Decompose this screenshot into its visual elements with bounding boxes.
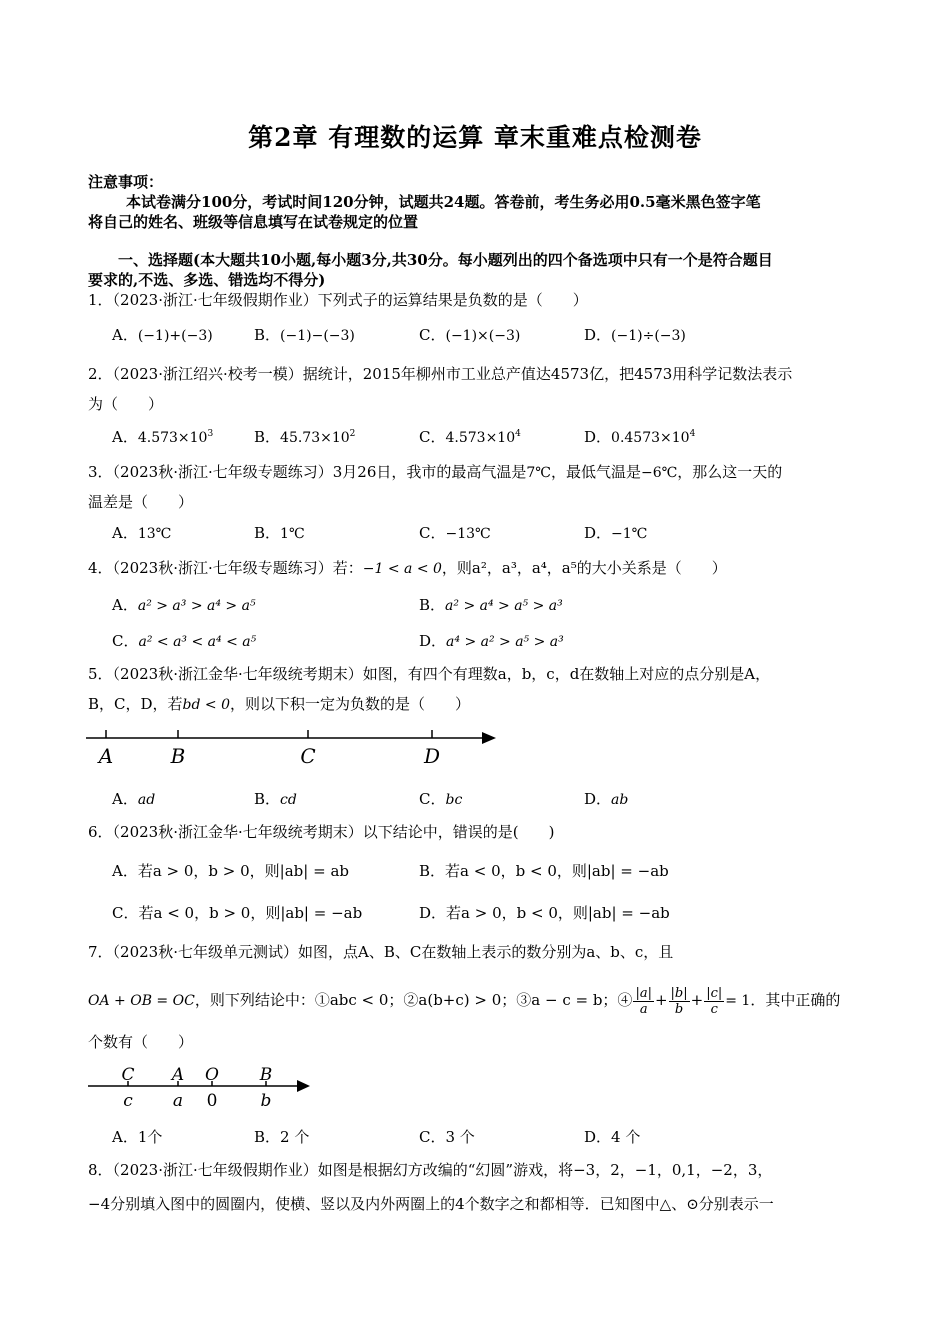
q6-option-b[interactable]: B．若a < 0，b < 0，则|ab| = −ab xyxy=(419,862,669,880)
q5-label-c: C xyxy=(300,744,316,768)
question-1-options xyxy=(112,324,872,352)
question-3-options xyxy=(112,522,872,550)
q7-number-line xyxy=(86,1062,318,1112)
question-8-stem-2: −4分别填入图中的圆圈内，使横、竖以及内外两圈上的4个数字之和都相等．已知图中△、⊙分别表示一 xyxy=(88,1195,774,1213)
question-3-stem-2: 温差是（ ） xyxy=(88,493,194,511)
section-heading-line-1: 一、选择题(本大题共10小题,每小题3分,共30分。每小题列出的四个备选项中只有一个是符合题目 xyxy=(118,251,773,269)
question-8-stem-1: 8．（2023·浙江·七年级假期作业）如图是根据幻方改编的“幻圆”游戏，将−3，2，−1，0,1，−2，3， xyxy=(88,1161,773,1179)
question-1-stem: 1．（2023·浙江·七年级假期作业）下列式子的运算结果是负数的是（ ） xyxy=(88,291,588,309)
question-6-options-row-1 xyxy=(112,860,872,888)
question-7-stem-1: 7．（2023秋·七年级单元测试）如图，点A、B、C在数轴上表示的数分别为a、b、c，且 xyxy=(88,943,674,961)
q7-bottom-label-b: b xyxy=(260,1091,272,1111)
q7-option-a[interactable]: A．1个 xyxy=(112,1128,163,1146)
q5-label-b: B xyxy=(170,744,186,768)
q1-option-d[interactable]: D．(−1)÷(−3) xyxy=(584,326,686,344)
notice-line-1: 本试卷满分100分，考试时间120分钟，试题共24题。答卷前，考生务必用0.5毫米黑色签字笔 xyxy=(126,193,761,211)
q2-option-c[interactable]: C．$4.573\times 10^4$ xyxy=(419,428,521,446)
q7-bottom-label-c: c xyxy=(123,1091,133,1111)
q7-frac-b: $\frac{|b|}{b}$ xyxy=(670,985,688,1017)
q2-option-a[interactable]: A．$4.573\times 10^3$ xyxy=(112,428,214,446)
q1-option-c[interactable]: C．(−1)×(−3) xyxy=(419,326,521,344)
q7-frac-a: $\frac{|a|}{a}$ xyxy=(635,985,652,1017)
q4-option-d[interactable]: D．a⁴ > a² > a⁵ > a³ xyxy=(419,632,564,650)
q1-option-b[interactable]: B．(−1)−(−3) xyxy=(254,326,355,344)
question-6-stem: 6．（2023秋·浙江金华·七年级统考期末）以下结论中，错误的是( ) xyxy=(88,823,555,841)
q7-bottom-label-0: 0 xyxy=(206,1091,218,1111)
q7-frac-c: $\frac{|c|}{c}$ xyxy=(706,985,723,1017)
question-2-stem-1: 2．（2023·浙江绍兴·校考一模）据统计，2015年柳州市工业总产值达4573亿，把4573用科学记数法表示 xyxy=(88,365,793,383)
q4-option-b[interactable]: B．a² > a⁴ > a⁵ > a³ xyxy=(419,596,563,614)
q1-option-a[interactable]: A．(−1)+(−3) xyxy=(112,326,213,344)
question-4-options-row-1 xyxy=(112,594,872,622)
q6-option-a[interactable]: A．若a > 0，b > 0，则|ab| = ab xyxy=(112,862,349,880)
notice-heading: 注意事项： xyxy=(88,173,164,191)
q5-option-a[interactable]: A．ad xyxy=(112,790,156,808)
notice-line-2: 将自己的姓名、班级等信息填写在试卷规定的位置 xyxy=(88,213,419,231)
q3-option-c[interactable]: C．−13℃ xyxy=(419,524,491,542)
q4-option-a[interactable]: A．a² > a³ > a⁴ > a⁵ xyxy=(112,596,256,614)
q6-option-c[interactable]: C．若a < 0，b > 0，则|ab| = −ab xyxy=(112,904,363,922)
q7-option-c[interactable]: C．3 个 xyxy=(419,1128,475,1146)
q2-option-b[interactable]: B．$45.73\times 10^2$ xyxy=(254,428,356,446)
q7-option-b[interactable]: B．2 个 xyxy=(254,1128,310,1146)
q5-option-b[interactable]: B．cd xyxy=(254,790,297,808)
q7-top-label-o: O xyxy=(205,1065,219,1085)
q7-top-label-b: B xyxy=(259,1065,273,1085)
q2-option-d[interactable]: D．$0.4573\times 10^4$ xyxy=(584,428,696,446)
question-2-options xyxy=(112,426,872,454)
q7-bottom-label-a: a xyxy=(172,1091,184,1111)
q3-option-b[interactable]: B．1℃ xyxy=(254,524,305,542)
q5-option-c[interactable]: C．bc xyxy=(419,790,463,808)
question-4-options-row-2 xyxy=(112,630,872,658)
q7-top-label-c: C xyxy=(121,1065,135,1085)
q4-option-c[interactable]: C．a² < a³ < a⁴ < a⁵ xyxy=(112,632,257,650)
question-7-stem-2: OA + OB = OC，则下列结论中：①abc < 0；②a(b+c) > 0；③a − c = b；④ $\frac{|a|}{a}$ + $\frac{|b|}{b}$ + $\frac{|c|}{c}$ = 1．其中正确的 xyxy=(88,985,841,1017)
q7-option-d[interactable]: D．4 个 xyxy=(584,1128,641,1146)
question-4-stem: 4．（2023秋·浙江·七年级专题练习）若：−1 < a < 0，则a²，a³，a⁴，a⁵的大小关系是（ ） xyxy=(88,559,727,577)
question-3-stem-1: 3．（2023秋·浙江·七年级专题练习）3月26日，我市的最高气温是7℃，最低气温是−6℃，那么这一天的 xyxy=(88,463,783,481)
question-5-options xyxy=(112,788,872,816)
q3-option-a[interactable]: A．13℃ xyxy=(112,524,172,542)
q6-option-d[interactable]: D．若a > 0，b < 0，则|ab| = −ab xyxy=(419,904,670,922)
question-5-stem-1: 5．（2023秋·浙江金华·七年级统考期末）如图，有四个有理数a，b，c，d在数轴上对应的点分别是A， xyxy=(88,665,771,683)
question-6-options-row-2 xyxy=(112,902,872,930)
section-heading-line-2: 要求的,不选、多选、错选均不得分) xyxy=(88,271,326,289)
q5-label-a: A xyxy=(98,744,114,768)
q5-option-d[interactable]: D．ab xyxy=(584,790,629,808)
question-5-stem-2: B，C，D，若bd < 0，则以下积一定为负数的是（ ） xyxy=(88,695,471,713)
question-7-options xyxy=(112,1126,872,1154)
q5-axis-arrow-icon xyxy=(482,732,496,744)
page-title: 第2章 有理数的运算 章末重难点检测卷 xyxy=(248,123,702,152)
q7-top-label-a: A xyxy=(171,1065,185,1085)
question-2-stem-2: 为（ ） xyxy=(88,395,164,413)
q3-option-d[interactable]: D．−1℃ xyxy=(584,524,648,542)
question-7-stem-3: 个数有（ ） xyxy=(88,1033,194,1051)
q5-number-line xyxy=(86,724,500,770)
q5-label-d: D xyxy=(423,744,441,768)
q7-axis-arrow-icon xyxy=(297,1080,310,1092)
